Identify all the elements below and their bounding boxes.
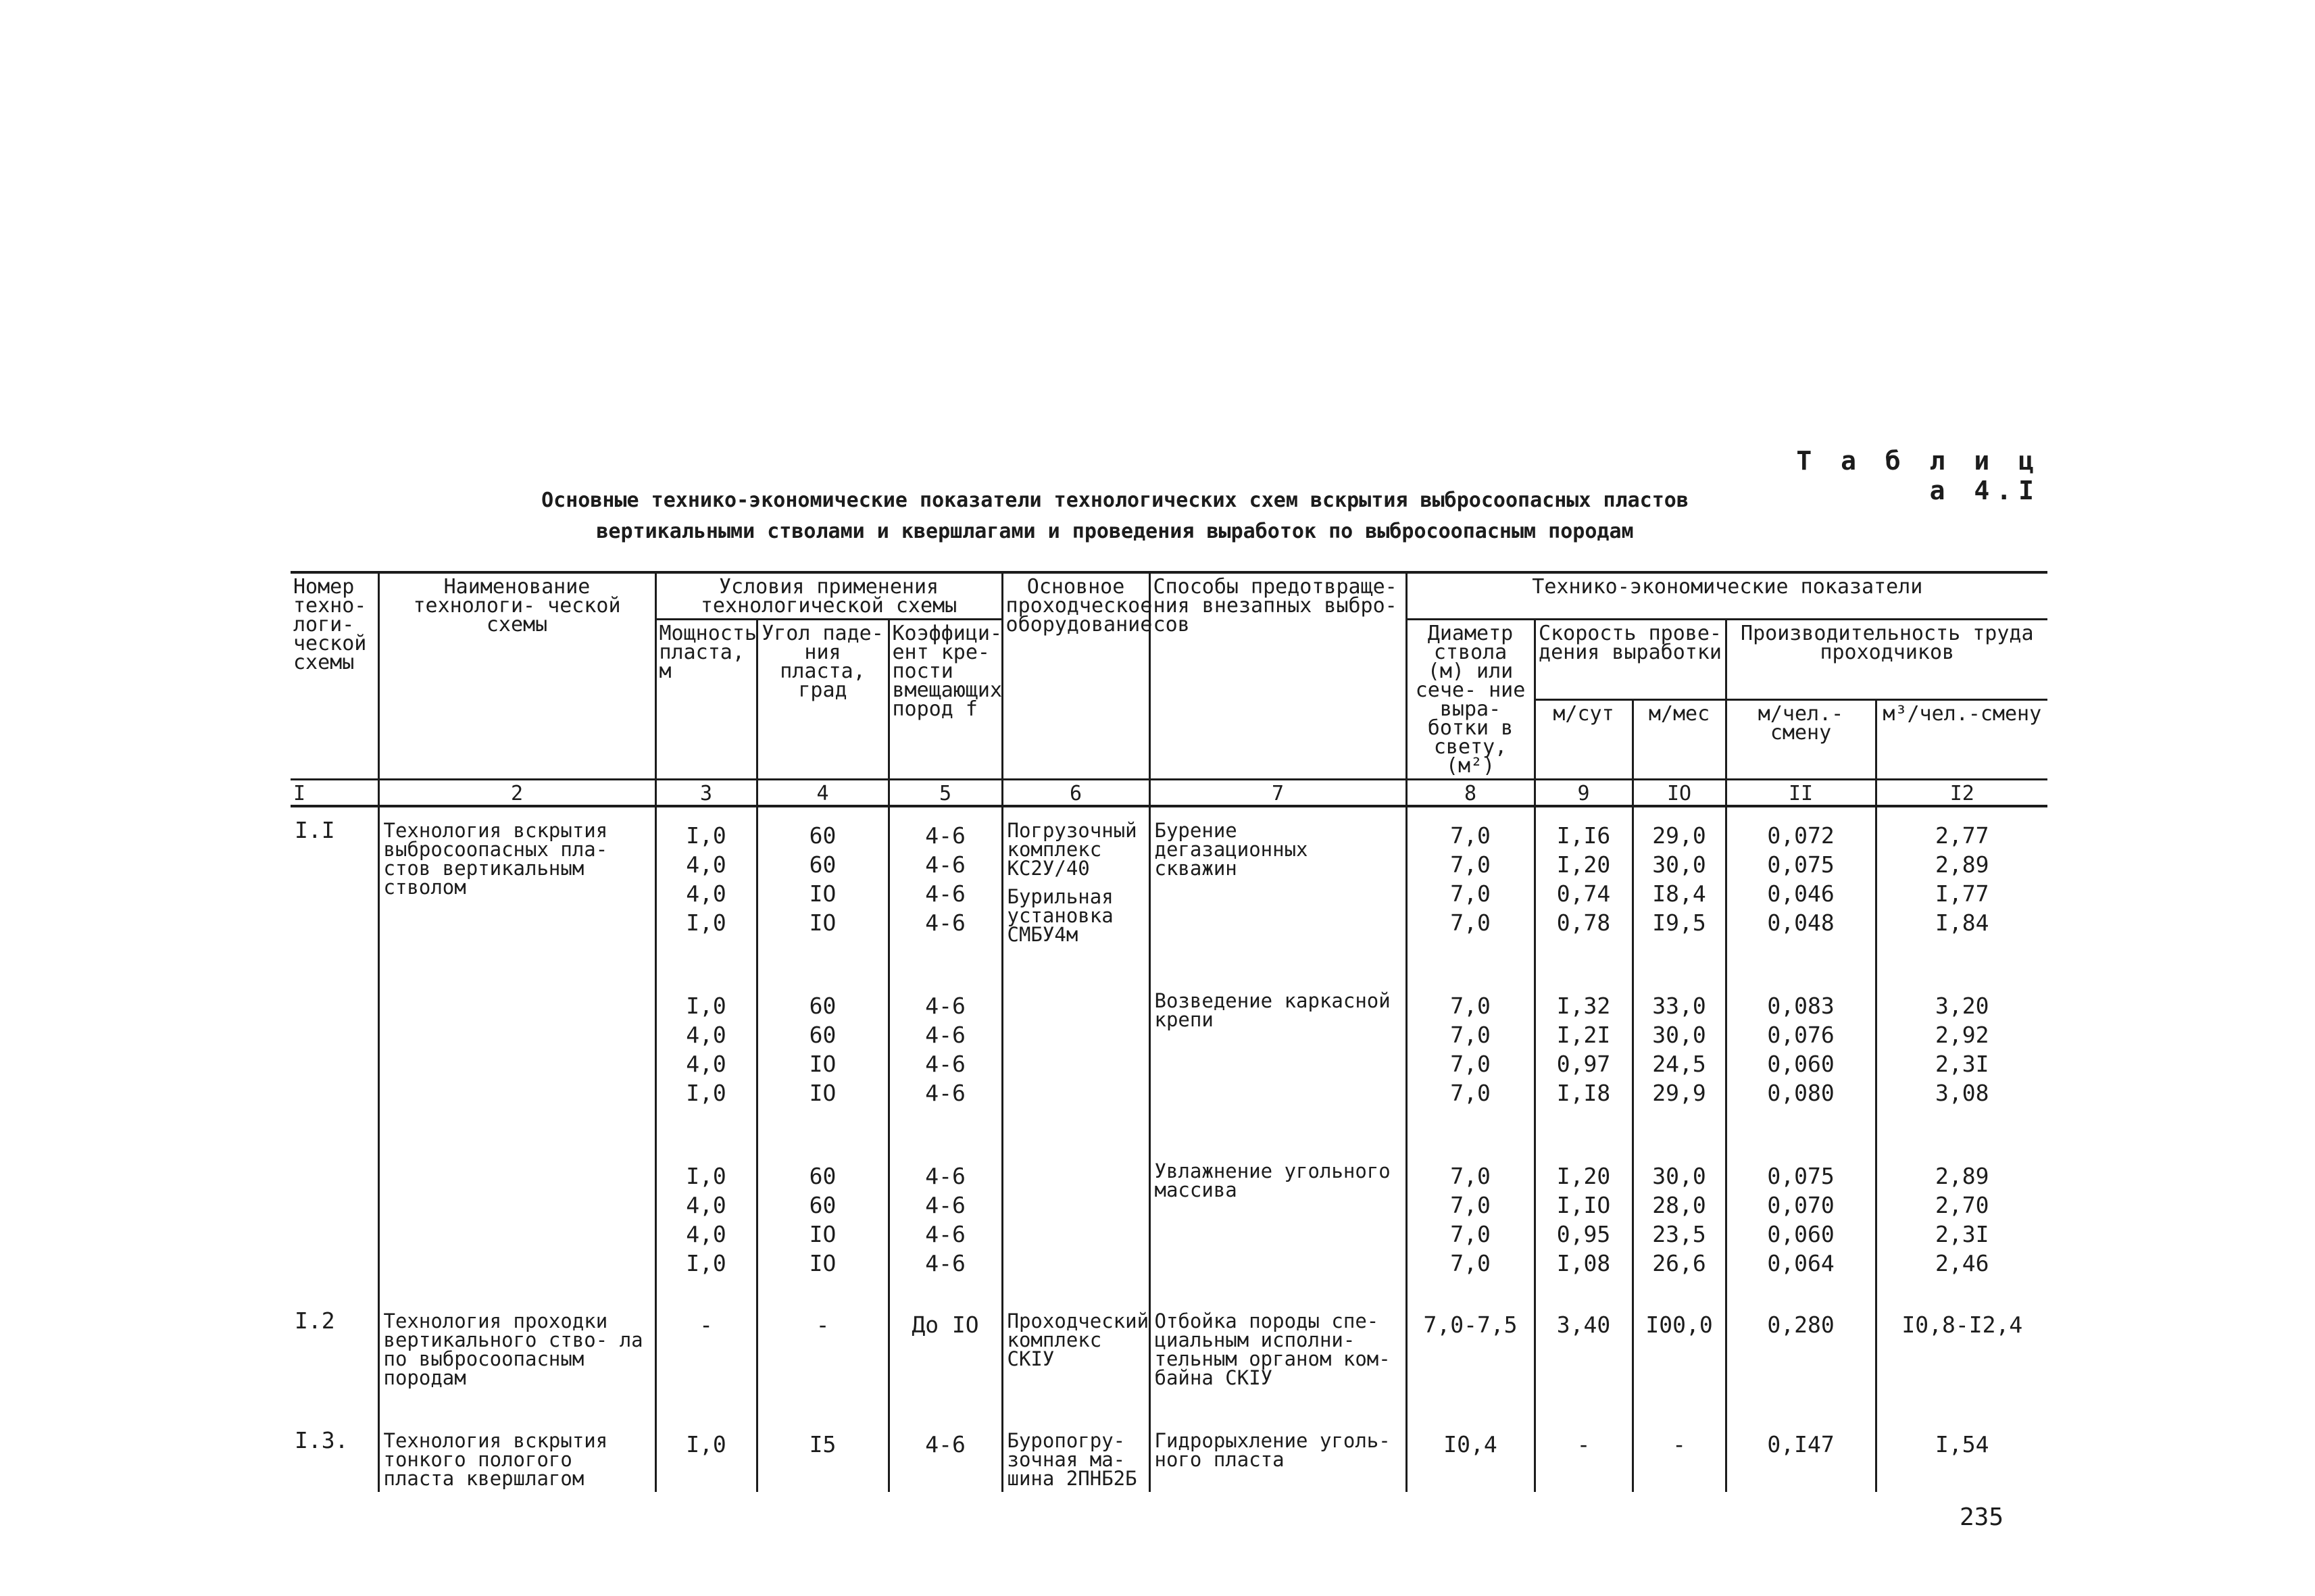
table-cell: I,0 (686, 909, 726, 936)
productivity-m-cell: 0,280 (1726, 1278, 1876, 1401)
table-cell: IO (809, 880, 837, 907)
table-cell: 4-6 (925, 822, 966, 849)
table-cell: 0,070 (1767, 1192, 1835, 1218)
productivity-m-cell: 0,I47 (1726, 1401, 1876, 1492)
table-body (291, 806, 2047, 1492)
productivity-m3-cell: I,54 (1876, 1401, 2047, 1492)
header-productivity-m3: м³/чел.-смену (1876, 699, 2047, 780)
table-cell: 4-6 (925, 851, 966, 878)
diameter-cell: I0,4 (1406, 1401, 1535, 1492)
group-spacer (894, 937, 997, 991)
table-cell: 4-6 (925, 1051, 966, 1077)
header-speed-group: Скорость прове- дения выработки (1535, 620, 1726, 700)
table-cell: I,0 (686, 822, 726, 849)
table-cell: I,I8 (1556, 1080, 1611, 1106)
value-column-0 (655, 806, 757, 1278)
group-spacer (1881, 937, 2044, 991)
table-cell: IO (809, 1250, 837, 1276)
table-cell: 2,46 (1935, 1250, 1989, 1276)
table-cell: 0,075 (1767, 851, 1835, 878)
value-column-7 (1876, 806, 2047, 1278)
table-cell: 60 (809, 993, 837, 1019)
column-number-4: 4 (757, 780, 889, 807)
table-cell: 7,0 (1450, 1163, 1491, 1189)
prevention-method-1: Бурение дегазационных скважин (1154, 819, 1308, 880)
table-cell: 7,0 (1450, 1022, 1491, 1048)
equipment-item: Погрузочный комплекс КС2У/40 (1007, 819, 1137, 880)
table-cell: 0,075 (1767, 1163, 1835, 1189)
header-speed-day: м/сут (1535, 699, 1633, 780)
table-cell: I,32 (1556, 993, 1611, 1019)
table-caption: Т а б л и ц а 4.I (1796, 446, 2041, 505)
table-cell: 26,6 (1652, 1250, 1706, 1276)
header-indicators-group: Технико-экономические показатели (1406, 572, 2047, 620)
scheme-name: Технология вскрытия тонкого пологого пласта квершлагом (378, 1401, 655, 1492)
group-spacer (1731, 1107, 1871, 1162)
header-thickness: Мощность пласта, м (655, 620, 757, 780)
header-diameter: Диаметр ствола (м) или сече- ние выра- ботки в свету, (м²) (1406, 620, 1535, 780)
column-number-12: I2 (1876, 780, 2047, 807)
table-cell: 30,0 (1652, 1022, 1706, 1048)
table-cell: 0,060 (1767, 1051, 1835, 1077)
value-column-6 (1726, 806, 1876, 1278)
prevention-method-2: Возведение каркасной крепи (1154, 989, 1391, 1031)
table-cell: 7,0 (1450, 1051, 1491, 1077)
table-cell: I,0 (686, 1080, 726, 1106)
table-cell: 2,3I (1935, 1051, 1989, 1077)
diameter-cell: 7,0-7,5 (1406, 1278, 1535, 1401)
table-cell: I,0 (686, 1250, 726, 1276)
table-title (514, 485, 1716, 547)
main-table (291, 571, 2047, 1492)
table-cell: I,84 (1935, 909, 1989, 936)
column-number-3: 3 (655, 780, 757, 807)
table-cell: 24,5 (1652, 1051, 1706, 1077)
table-cell: 4-6 (925, 1163, 966, 1189)
table-cell: 2,77 (1935, 822, 1989, 849)
table-cell: 7,0 (1450, 993, 1491, 1019)
column-number-9: 9 (1535, 780, 1633, 807)
strength-coefficient-cell: 4-6 (889, 1401, 1002, 1492)
table-cell: 23,5 (1652, 1221, 1706, 1247)
table-cell: 7,0 (1450, 880, 1491, 907)
table-cell: 4-6 (925, 1221, 966, 1247)
table-cell: 60 (809, 1022, 837, 1048)
table-cell: 4-6 (925, 1250, 966, 1276)
table-title-line-1: Основные технико-экономические показатели технологических схем вскрытия выбросоопасных пластов (541, 489, 1689, 512)
column-number-5: 5 (889, 780, 1002, 807)
table-cell: 4-6 (925, 993, 966, 1019)
table-cell: 7,0 (1450, 1250, 1491, 1276)
table-cell: I,IO (1556, 1192, 1611, 1218)
table-cell: 3,20 (1935, 993, 1989, 1019)
group-spacer (1412, 1107, 1530, 1162)
table-cell: IO (809, 1221, 837, 1247)
group-spacer (894, 1107, 997, 1162)
column-number-8: 8 (1406, 780, 1535, 807)
table-cell: 4,0 (686, 1192, 726, 1218)
table-cell: 0,064 (1767, 1250, 1835, 1276)
speed-day-cell: - (1535, 1401, 1633, 1492)
table-cell: 4,0 (686, 1221, 726, 1247)
table-cell: I,20 (1556, 851, 1611, 878)
strength-coefficient-cell: До IO (889, 1278, 1002, 1401)
column-numbers-row (291, 780, 2047, 807)
header-angle: Угол паде- ния пласта, град (757, 620, 889, 780)
table-cell: 29,9 (1652, 1080, 1706, 1106)
table-cell: 7,0 (1450, 909, 1491, 936)
thickness-cell: I,0 (655, 1401, 757, 1492)
table-cell: I,0 (686, 1163, 726, 1189)
header-prevention-methods: Способы предотвраще- ния внезапных выбро- сов (1149, 572, 1406, 780)
table-row-scheme-3 (291, 1401, 2047, 1492)
table-cell: 4-6 (925, 909, 966, 936)
header-productivity-group: Производительность труда проходчиков (1726, 620, 2047, 700)
table-cell: 2,89 (1935, 851, 1989, 878)
group-spacer (661, 937, 752, 991)
thickness-cell: - (655, 1278, 757, 1401)
table-cell: 29,0 (1652, 822, 1706, 849)
table-cell: 0,046 (1767, 880, 1835, 907)
column-number-2: 2 (378, 780, 655, 807)
table-cell: 2,3I (1935, 1221, 1989, 1247)
header-conditions-group: Условия применения технологической схемы (655, 572, 1002, 620)
table-cell: IO (809, 1080, 837, 1106)
table-cell: 33,0 (1652, 993, 1706, 1019)
table-cell: 60 (809, 851, 837, 878)
table-cell: I9,5 (1652, 909, 1706, 936)
angle-cell: - (757, 1278, 889, 1401)
table-cell: 0,78 (1556, 909, 1611, 936)
table-cell: I,77 (1935, 880, 1989, 907)
group-spacer (762, 1107, 884, 1162)
value-column-2 (889, 806, 1002, 1278)
group-spacer (1638, 937, 1721, 991)
scheme-number: I.I (295, 817, 335, 843)
equipment-cell: Проходческий комплекс СКIУ (1002, 1278, 1149, 1401)
equipment-cell (1002, 806, 1149, 1278)
table-cell: 0,083 (1767, 993, 1835, 1019)
table-cell: 0,076 (1767, 1022, 1835, 1048)
scheme-name: Технология вскрытия выбросоопасных пла- стов вертикальным стволом (378, 806, 655, 1278)
speed-month-cell: I00,0 (1633, 1278, 1726, 1401)
column-number-6: 6 (1002, 780, 1149, 807)
table-cell: 28,0 (1652, 1192, 1706, 1218)
prevention-method-3: Увлажнение угольного массива (1154, 1159, 1391, 1201)
scheme-number: I.2 (295, 1307, 335, 1334)
prevention-method-cell (1149, 806, 1406, 1278)
table-cell: IO (809, 1051, 837, 1077)
table-cell: 0,060 (1767, 1221, 1835, 1247)
group-spacer (1638, 1107, 1721, 1162)
table-cell: I,2I (1556, 1022, 1611, 1048)
header-strength-coefficient: Коэффици- ент кре- пости вмещающих пород f (889, 620, 1002, 780)
table-cell: 0,95 (1556, 1221, 1611, 1247)
header-productivity-m: м/чел.-смену (1726, 699, 1876, 780)
page-number: 235 (1960, 1503, 2004, 1531)
table-cell: 4,0 (686, 1022, 726, 1048)
table-cell: 4-6 (925, 1192, 966, 1218)
table-cell: 0,080 (1767, 1080, 1835, 1106)
table-cell: 7,0 (1450, 1080, 1491, 1106)
group-spacer (1540, 1107, 1628, 1162)
table-cell: 7,0 (1450, 822, 1491, 849)
group-spacer (1412, 937, 1530, 991)
column-number-10: IO (1633, 780, 1726, 807)
table-cell: IO (809, 909, 837, 936)
table-cell: 2,89 (1935, 1163, 1989, 1189)
table-title-line-2: вертикальными стволами и квершлагами и проведения выработок по выбросоопасным породам (596, 520, 1634, 543)
table-cell: 7,0 (1450, 1192, 1491, 1218)
table-cell: 0,072 (1767, 822, 1835, 849)
table-cell: 30,0 (1652, 851, 1706, 878)
table-cell: 7,0 (1450, 851, 1491, 878)
group-spacer (762, 937, 884, 991)
table-cell: 60 (809, 1192, 837, 1218)
angle-cell: I5 (757, 1401, 889, 1492)
column-number-1: I (291, 780, 378, 807)
scheme-name: Технология проходки вертикального ство- ла по выбросоопасным породам (378, 1278, 655, 1401)
table-cell: I,I6 (1556, 822, 1611, 849)
table-cell: 2,92 (1935, 1022, 1989, 1048)
table-cell: 60 (809, 822, 837, 849)
column-number-11: II (1726, 780, 1876, 807)
table-cell: I,0 (686, 993, 726, 1019)
header-equipment: Основное проходческое оборудование (1002, 572, 1149, 780)
group-spacer (1540, 937, 1628, 991)
group-spacer (661, 1107, 752, 1162)
table-cell: I8,4 (1652, 880, 1706, 907)
table-cell: 30,0 (1652, 1163, 1706, 1189)
table-cell: 0,048 (1767, 909, 1835, 936)
table-cell: 7,0 (1450, 1221, 1491, 1247)
table-cell: I,08 (1556, 1250, 1611, 1276)
table-cell: 4-6 (925, 880, 966, 907)
equipment-item: Бурильная установка СМБУ4м (1007, 885, 1114, 946)
value-column-4 (1535, 806, 1633, 1278)
table-cell: 0,74 (1556, 880, 1611, 907)
prevention-method-cell: Отбойка породы спе- циальным исполни- тельным органом ком- байна СКIУ (1149, 1278, 1406, 1401)
table-cell: 0,97 (1556, 1051, 1611, 1077)
table-cell: 2,70 (1935, 1192, 1989, 1218)
prevention-method-cell: Гидрорыхление уголь- ного пласта (1149, 1401, 1406, 1492)
value-column-5 (1633, 806, 1726, 1278)
table-cell: I,20 (1556, 1163, 1611, 1189)
scheme-number: I.3. (295, 1427, 349, 1453)
header-scheme-name: Наименование технологи- ческой схемы (378, 572, 655, 780)
column-number-7: 7 (1149, 780, 1406, 807)
header-scheme-number: Номер техно- логи- ческой схемы (291, 572, 378, 780)
table-row-scheme-1 (291, 806, 2047, 1278)
speed-month-cell: - (1633, 1401, 1726, 1492)
table-cell: 60 (809, 1163, 837, 1189)
table-cell: 4,0 (686, 851, 726, 878)
value-column-3 (1406, 806, 1535, 1278)
table-cell: 4-6 (925, 1080, 966, 1106)
group-spacer (1731, 937, 1871, 991)
table-row-scheme-2 (291, 1278, 2047, 1401)
table-cell: 4-6 (925, 1022, 966, 1048)
header-speed-month: м/мес (1633, 699, 1726, 780)
table-cell: 4,0 (686, 1051, 726, 1077)
table-cell: 3,08 (1935, 1080, 1989, 1106)
value-column-1 (757, 806, 889, 1278)
equipment-cell: Буропогру- зочная ма- шина 2ПНБ2Б (1002, 1401, 1149, 1492)
group-spacer (1881, 1107, 2044, 1162)
table-cell: 4,0 (686, 880, 726, 907)
productivity-m3-cell: I0,8-I2,4 (1876, 1278, 2047, 1401)
speed-day-cell: 3,40 (1535, 1278, 1633, 1401)
